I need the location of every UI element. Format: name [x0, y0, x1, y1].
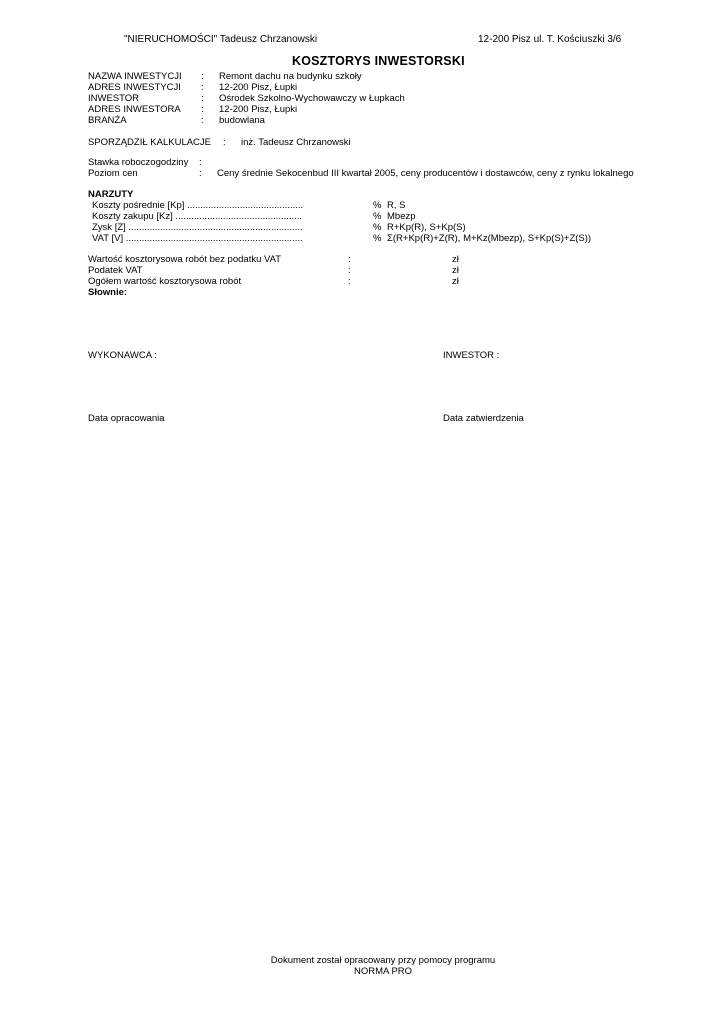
investor-label: INWESTOR :: [443, 350, 500, 361]
total-label: Podatek VAT: [88, 265, 143, 276]
info-label: ADRES INWESTORA: [88, 104, 181, 115]
narzuty-heading: NARZUTY: [88, 189, 134, 200]
info-label: INWESTOR: [88, 93, 140, 104]
rate-sep: :: [199, 157, 202, 168]
info-sep: :: [201, 115, 204, 126]
narzut-percent: %: [373, 200, 382, 211]
info-sep: :: [201, 71, 204, 82]
prepared-value: inż. Tadeusz Chrzanowski: [241, 137, 351, 148]
header-address: 12-200 Pisz ul. T. Kościuszki 3/6: [478, 34, 622, 45]
narzut-base: Σ(R+Kp(R)+Z(R), M+Kz(Mbezp), S+Kp(S)+Z(S)): [387, 233, 592, 244]
total-label: Ogółem wartość kosztorysowa robót: [88, 276, 242, 287]
footer-line-1: Dokument został opracowany przy pomocy programu: [270, 955, 496, 966]
contractor-label: WYKONAWCA :: [88, 350, 157, 361]
date-approved-label: Data zatwierdzenia: [443, 413, 524, 424]
info-label: BRANŻA: [88, 115, 127, 126]
info-label: ADRES INWESTYCJI: [88, 82, 181, 93]
info-sep: :: [201, 104, 204, 115]
footer-line-2: NORMA PRO: [353, 966, 413, 977]
info-value: 12-200 Pisz, Łupki: [219, 104, 298, 115]
header-company: "NIERUCHOMOŚCI" Tadeusz Chrzanowski: [124, 34, 318, 45]
prepared-sep: :: [223, 137, 226, 148]
narzut-label: Zysk [Z] ..................................................................: [92, 222, 303, 233]
narzut-percent: %: [373, 222, 382, 233]
date-prepared-label: Data opracowania: [88, 413, 165, 424]
narzut-base: R, S: [387, 200, 406, 211]
narzut-label: Koszty pośrednie [Kp] ............................................: [92, 200, 304, 211]
narzut-label: VAT [V] ...................................................................: [92, 233, 303, 244]
total-label: Wartość kosztorysowa robót bez podatku VAT: [88, 254, 282, 265]
total-sep: :: [348, 254, 351, 265]
info-value: 12-200 Pisz, Łupki: [219, 82, 298, 93]
info-label: NAZWA INWESTYCJI: [88, 71, 182, 82]
narzut-base: Mbezp: [387, 211, 416, 222]
price-level-sep: :: [199, 168, 202, 179]
total-sep: :: [348, 265, 351, 276]
total-unit: zł: [452, 276, 459, 287]
prepared-label: SPORZĄDZIŁ KALKULACJE: [88, 137, 212, 148]
narzut-base: R+Kp(R), S+Kp(S): [387, 222, 466, 233]
document-title: KOSZTORYS INWESTORSKI: [292, 54, 465, 68]
rate-label: Stawka roboczogodziny: [88, 157, 189, 168]
info-value: budowlana: [219, 115, 265, 126]
total-unit: zł: [452, 254, 459, 265]
total-sep: :: [348, 276, 351, 287]
price-level-label: Poziom cen: [88, 168, 138, 179]
info-sep: :: [201, 93, 204, 104]
words-label: Słownie:: [88, 287, 128, 298]
info-value: Ośrodek Szkolno-Wychowawczy w Łupkach: [219, 93, 405, 104]
narzut-label: Koszty zakupu [Kz] ................................................: [92, 211, 303, 222]
info-sep: :: [201, 82, 204, 93]
total-unit: zł: [452, 265, 459, 276]
price-level-value: Ceny średnie Sekocenbud III kwartał 2005, ceny producentów i dostawców, ceny z rynku lokalnego: [217, 168, 634, 179]
narzut-percent: %: [373, 211, 382, 222]
narzut-percent: %: [373, 233, 382, 244]
info-value: Remont dachu na budynku szkoły: [219, 71, 362, 82]
